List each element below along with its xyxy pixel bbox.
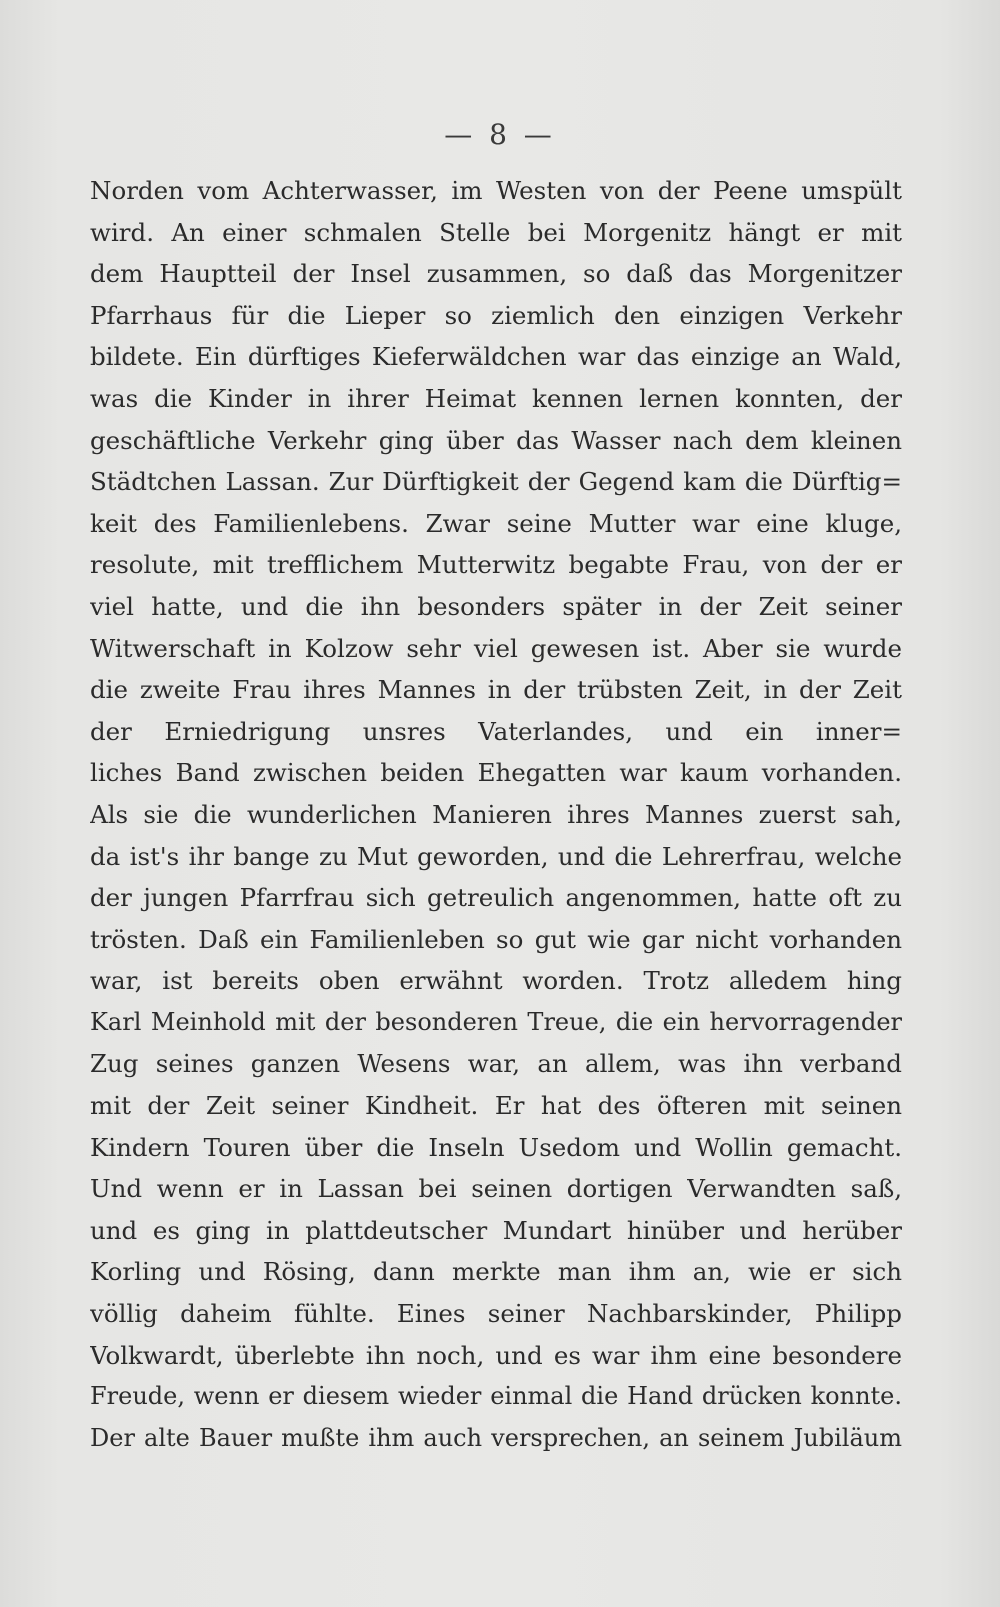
text-line: Karl Meinhold mit der besonderen Treue, die ein hervorragender xyxy=(90,1007,902,1036)
text-line: Korling und Rösing, dann merkte man ihm an, wie er sich xyxy=(90,1257,902,1287)
text-line: keit des Familienlebens. Zwar seine Mutter war eine kluge, xyxy=(90,508,902,538)
page-number: — 8 — xyxy=(444,118,556,151)
text-line: Städtchen Lassan. Zur Dürftigkeit der Gegend kam die Dürftig= xyxy=(90,467,902,497)
text-line: da ist's ihr bange zu Mut geworden, und die Lehrerfrau, welche xyxy=(90,841,902,871)
body-text xyxy=(90,170,902,1459)
text-line: was die Kinder in ihrer Heimat kennen lernen konnten, der xyxy=(90,383,902,413)
text-line: geschäftliche Verkehr ging über das Wasser nach dem kleinen xyxy=(90,425,902,455)
text-line: Kindern Touren über die Inseln Usedom und Wollin gemacht. xyxy=(90,1132,902,1162)
text-line: der jungen Pfarrfrau sich getreulich angenommen, hatte oft zu xyxy=(90,883,902,913)
text-line: dem Hauptteil der Insel zusammen, so daß das Morgenitzer xyxy=(90,259,902,289)
text-line: völlig daheim fühlte. Eines seiner Nachbarskinder, Philipp xyxy=(90,1299,902,1329)
text-line: trösten. Daß ein Familienleben so gut wie gar nicht vorhanden xyxy=(90,924,902,954)
text-line: Witwerschaft in Kolzow sehr viel gewesen ist. Aber sie wurde xyxy=(90,633,902,663)
text-line: Und wenn er in Lassan bei seinen dortigen Verwandten saß, xyxy=(90,1174,902,1204)
text-line: viel hatte, und die ihn besonders später in der Zeit seiner xyxy=(90,591,902,621)
text-line: Der alte Bauer mußte ihm auch versprechen, an seinem Jubiläum xyxy=(90,1423,902,1452)
text-line: bildete. Ein dürftiges Kieferwäldchen war das einzige an Wald, xyxy=(90,342,902,372)
text-line: Zug seines ganzen Wesens war, an allem, was ihn verband xyxy=(90,1049,902,1079)
text-line: die zweite Frau ihres Mannes in der trübsten Zeit, in der Zeit xyxy=(90,675,902,705)
text-line: mit der Zeit seiner Kindheit. Er hat des öfteren mit seinen xyxy=(90,1091,902,1121)
text-line: Norden vom Achterwasser, im Westen von der Peene umspült xyxy=(90,176,902,205)
text-line: und es ging in plattdeutscher Mundart hinüber und herüber xyxy=(90,1215,902,1245)
text-line: Freude, wenn er diesem wieder einmal die Hand drücken konnte. xyxy=(90,1382,902,1411)
text-line: Als sie die wunderlichen Manieren ihres Mannes zuerst sah, xyxy=(90,799,902,829)
text-line: der Erniedrigung unsres Vaterlandes, und ein inner= xyxy=(90,716,902,746)
text-line: Pfarrhaus für die Lieper so ziemlich den einzigen Verkehr xyxy=(90,300,902,330)
text-line: wird. An einer schmalen Stelle bei Morgenitz hängt er mit xyxy=(90,217,902,247)
text-line: resolute, mit trefflichem Mutterwitz begabte Frau, von der er xyxy=(90,550,902,580)
text-line: war, ist bereits oben erwähnt worden. Trotz alledem hing xyxy=(90,966,902,996)
text-line: Volkwardt, überlebte ihn noch, und es war ihm eine besondere xyxy=(90,1340,902,1370)
text-line: liches Band zwischen beiden Ehegatten war kaum vorhanden. xyxy=(90,758,902,788)
